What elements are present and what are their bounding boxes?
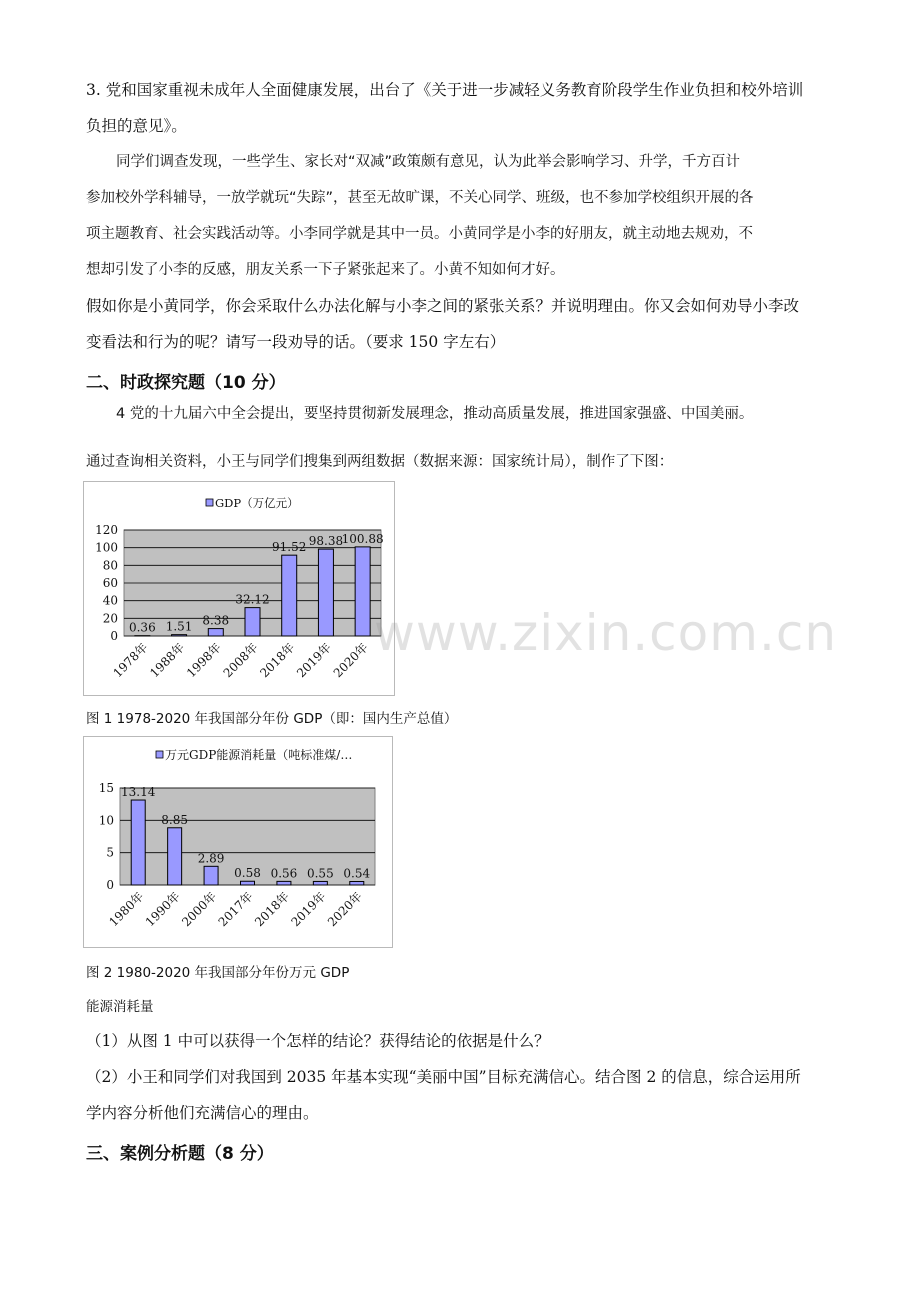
x-tick-label: 2018年	[257, 640, 298, 681]
bar	[318, 549, 333, 636]
legend-label: 万元GDP能源消耗量（吨标准煤/…	[165, 748, 353, 762]
bar	[168, 828, 182, 885]
bar	[241, 881, 255, 885]
bar	[208, 629, 223, 636]
x-tick-label: 1988年	[147, 640, 188, 681]
sub-question-1: （1）从图 1 中可以获得一个怎样的结论？获得结论的依据是什么？	[86, 1032, 550, 1050]
bar	[245, 608, 260, 636]
q3-paragraph-line: 同学们调查发现，一些学生、家长对“双减”政策颇有意见，认为此举会影响学习、升学，千方百计	[116, 154, 741, 170]
data-label: 8.38	[202, 613, 230, 628]
bar	[313, 881, 327, 885]
y-tick-label: 15	[98, 781, 114, 795]
x-tick-label: 2017年	[215, 889, 256, 930]
figure1-caption: 图 1 1978-2020 年我国部分年份 GDP（即：国内生产总值）	[86, 711, 458, 727]
data-label: 98.38	[308, 534, 344, 549]
y-tick-label: 120	[95, 523, 118, 537]
q3-paragraph-line: 参加校外学科辅导，一放学就玩“失踪”，甚至无故旷课，不关心同学、班级，也不参加学校组织开展的各	[86, 190, 754, 206]
y-tick-label: 0	[106, 878, 114, 892]
y-tick-label: 60	[102, 576, 118, 590]
q3-paragraph-line: 想却引发了小李的反感，朋友关系一下子紧张起来了。小黄不知如何才好。	[86, 262, 565, 278]
bar	[172, 635, 187, 636]
data-label: 8.85	[161, 812, 189, 827]
data-label: 0.36	[128, 620, 156, 635]
section-heading: 三、案例分析题（8 分）	[86, 1144, 274, 1164]
data-label: 100.88	[341, 531, 384, 546]
x-tick-label: 1978年	[110, 640, 151, 681]
x-tick-label: 2020年	[324, 889, 365, 930]
figure2-caption-line1: 图 2 1980-2020 年我国部分年份万元 GDP	[86, 965, 350, 981]
data-label: 32.12	[235, 592, 270, 607]
bar	[350, 882, 364, 885]
gdp-chart-svg	[84, 482, 394, 695]
gdp-chart	[83, 481, 395, 696]
q4-line2: 通过查询相关资料，小王与同学们搜集到两组数据（数据来源：国家统计局），制作了下图：	[86, 454, 674, 470]
y-tick-label: 80	[102, 558, 118, 573]
q3-line2: 负担的意见》。	[86, 117, 187, 135]
figure2-caption-line2: 能源消耗量	[86, 999, 154, 1015]
data-label: 2.89	[197, 851, 225, 866]
y-tick-label: 100	[95, 540, 118, 555]
y-tick-label: 20	[102, 611, 118, 626]
data-label: 0.55	[306, 866, 334, 881]
data-label: 1.51	[165, 619, 193, 634]
q3-paragraph-line: 项主题教育、社会实践活动等。小李同学就是其中一员。小黄同学是小李的好朋友，就主动地去规劝，不	[86, 226, 753, 242]
x-tick-label: 2008年	[220, 640, 261, 681]
q4-line1: 4 党的十九届六中全会提出，要坚持贯彻新发展理念，推动高质量发展，推进国家强盛、中国美丽。	[116, 406, 754, 422]
x-tick-label: 2019年	[288, 889, 329, 930]
sub-question-2-line1: （2）小王和同学们对我国到 2035 年基本实现“美丽中国”目标充满信心。结合图 2 的信息，综合运用所	[86, 1068, 801, 1086]
data-label: 91.52	[272, 540, 307, 555]
energy-chart	[83, 736, 393, 948]
data-label: 13.14	[121, 785, 156, 800]
x-tick-label: 1998年	[183, 640, 224, 681]
q3-line1: 3. 党和国家重视未成年人全面健康发展，出台了《关于进一步减轻义务教育阶段学生作业负担和校外培训	[86, 81, 804, 99]
x-tick-label: 1980年	[106, 889, 147, 930]
energy-chart-svg	[84, 737, 392, 947]
legend-label: GDP（万亿元）	[215, 496, 299, 510]
x-tick-label: 2019年	[294, 640, 335, 681]
x-tick-label: 2020年	[330, 640, 371, 681]
data-label: 0.58	[234, 866, 261, 881]
x-tick-label: 2018年	[252, 889, 293, 930]
legend-swatch	[156, 751, 163, 758]
bar	[355, 547, 370, 636]
q3-question-line: 变看法和行为的呢？请写一段劝导的话。（要求 150 字左右）	[86, 333, 506, 351]
section-heading: 二、时政探究题（10 分）	[86, 373, 286, 393]
bar	[282, 555, 297, 636]
y-tick-label: 10	[98, 813, 114, 828]
bar	[131, 800, 145, 885]
x-tick-label: 1990年	[142, 889, 183, 930]
watermark: www.zixin.com.cn	[374, 604, 838, 662]
data-label: 0.54	[343, 866, 371, 881]
sub-question-2-line2: 学内容分析他们充满信心的理由。	[86, 1104, 319, 1122]
q3-question-line: 假如你是小黄同学，你会采取什么办法化解与小李之间的紧张关系？并说明理由。你又会如何劝导小李改	[86, 297, 800, 315]
y-tick-label: 40	[102, 593, 118, 608]
y-tick-label: 0	[110, 629, 118, 643]
legend-swatch	[206, 499, 213, 506]
y-tick-label: 5	[106, 845, 114, 860]
x-tick-label: 2000年	[179, 889, 220, 930]
data-label: 0.56	[270, 866, 298, 881]
bar	[277, 881, 291, 885]
bar	[204, 866, 218, 885]
